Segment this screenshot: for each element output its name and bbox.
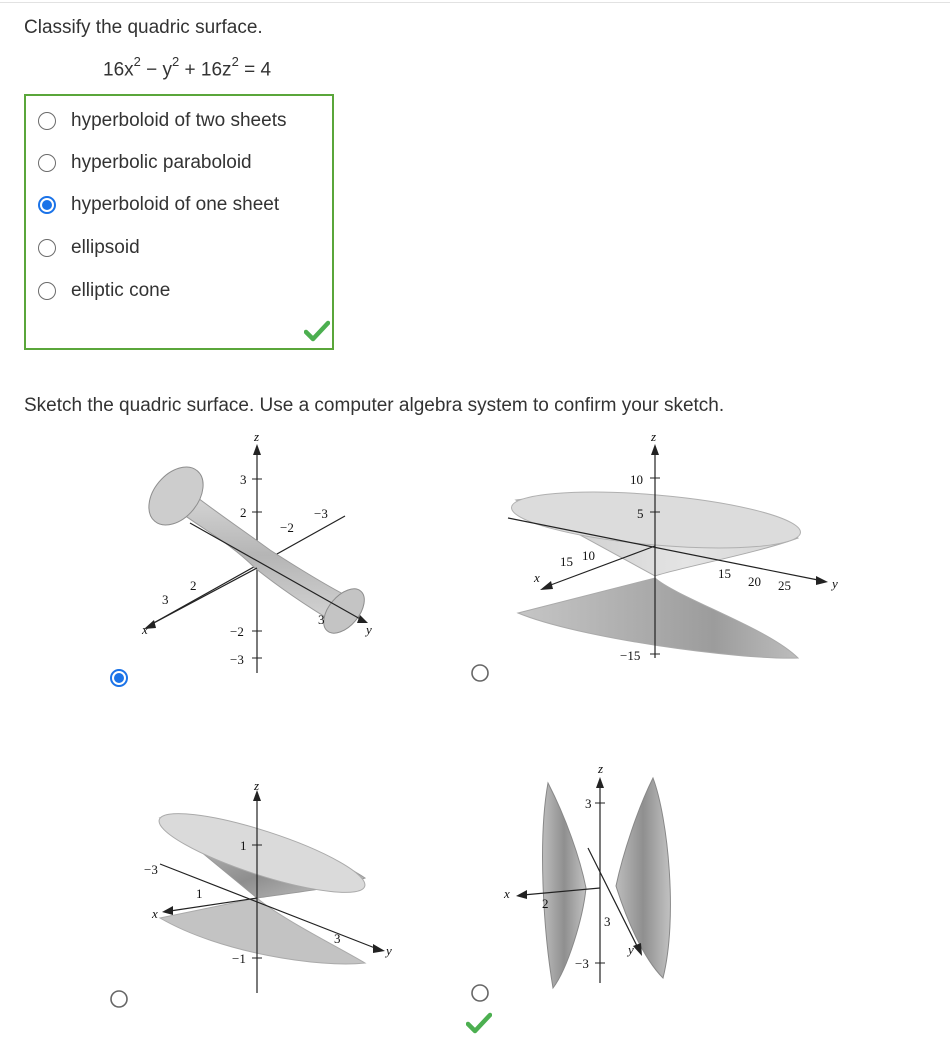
- graph-cone[interactable]: [140, 778, 400, 993]
- svg-text:−3: −3: [230, 652, 244, 667]
- svg-text:y: y: [366, 622, 372, 637]
- svg-text:10: 10: [630, 472, 643, 487]
- top-divider: [0, 2, 950, 3]
- graph-radio-1-selected[interactable]: [110, 669, 128, 687]
- classification-choices: [24, 94, 334, 350]
- graph-radio-3[interactable]: [110, 990, 128, 1008]
- svg-text:−15: −15: [620, 648, 641, 663]
- svg-text:3: 3: [334, 931, 341, 946]
- svg-text:3: 3: [585, 796, 592, 811]
- svg-text:20: 20: [748, 574, 761, 589]
- svg-text:1: 1: [196, 886, 203, 901]
- svg-text:x: x: [504, 886, 510, 901]
- svg-text:y: y: [628, 942, 634, 957]
- svg-text:z: z: [254, 429, 260, 444]
- svg-text:z: z: [598, 761, 604, 776]
- checkmark-icon: [304, 320, 330, 342]
- svg-text:−1: −1: [232, 951, 246, 966]
- svg-text:5: 5: [637, 506, 644, 521]
- svg-text:15: 15: [718, 566, 731, 581]
- radio-button[interactable]: [38, 239, 56, 257]
- svg-text:x: x: [534, 570, 540, 585]
- option-hyperbolic-paraboloid[interactable]: hyperbolic paraboloid: [38, 151, 252, 175]
- svg-text:15: 15: [560, 554, 573, 569]
- radio-button[interactable]: [38, 112, 56, 130]
- graph-hyperboloid-one-sheet[interactable]: [130, 428, 390, 673]
- checkmark-icon: [466, 1012, 492, 1034]
- svg-text:1: 1: [240, 838, 247, 853]
- graph-radio-2[interactable]: [471, 664, 489, 682]
- radio-button[interactable]: [38, 282, 56, 300]
- svg-text:3: 3: [240, 472, 247, 487]
- svg-text:10: 10: [582, 548, 595, 563]
- svg-text:y: y: [386, 943, 392, 958]
- option-hyperboloid-two-sheets[interactable]: hyperboloid of two sheets: [38, 109, 286, 133]
- svg-text:x: x: [152, 906, 158, 921]
- svg-text:2: 2: [240, 505, 247, 520]
- svg-text:3: 3: [604, 914, 611, 929]
- sketch-prompt: Sketch the quadric surface. Use a computer algebra system to confirm your sketch.: [24, 395, 725, 416]
- option-ellipsoid[interactable]: ellipsoid: [38, 236, 140, 260]
- svg-text:2: 2: [190, 578, 197, 593]
- svg-text:z: z: [254, 778, 260, 793]
- graph-cone-wide[interactable]: [498, 428, 850, 673]
- svg-text:−3: −3: [575, 956, 589, 971]
- option-hyperboloid-one-sheet[interactable]: hyperboloid of one sheet: [38, 193, 279, 217]
- graph-radio-4[interactable]: [471, 984, 489, 1002]
- classify-prompt: Classify the quadric surface.: [24, 17, 263, 38]
- svg-text:−3: −3: [314, 506, 328, 521]
- radio-button-selected[interactable]: [38, 196, 56, 214]
- radio-button[interactable]: [38, 154, 56, 172]
- svg-text:x: x: [142, 622, 148, 637]
- svg-text:z: z: [651, 429, 657, 444]
- svg-text:2: 2: [542, 896, 549, 911]
- graph-hyperboloid-two-sheets[interactable]: [498, 758, 698, 998]
- svg-text:y: y: [832, 576, 838, 591]
- svg-text:25: 25: [778, 578, 791, 593]
- svg-text:3: 3: [318, 612, 325, 627]
- svg-text:3: 3: [162, 592, 169, 607]
- equation: $16x^2 - y^2 + 16z^2 = 4$: [103, 54, 272, 81]
- svg-text:−3: −3: [144, 862, 158, 877]
- option-elliptic-cone[interactable]: elliptic cone: [38, 279, 170, 303]
- svg-text:−2: −2: [280, 520, 294, 535]
- svg-text:−2: −2: [230, 624, 244, 639]
